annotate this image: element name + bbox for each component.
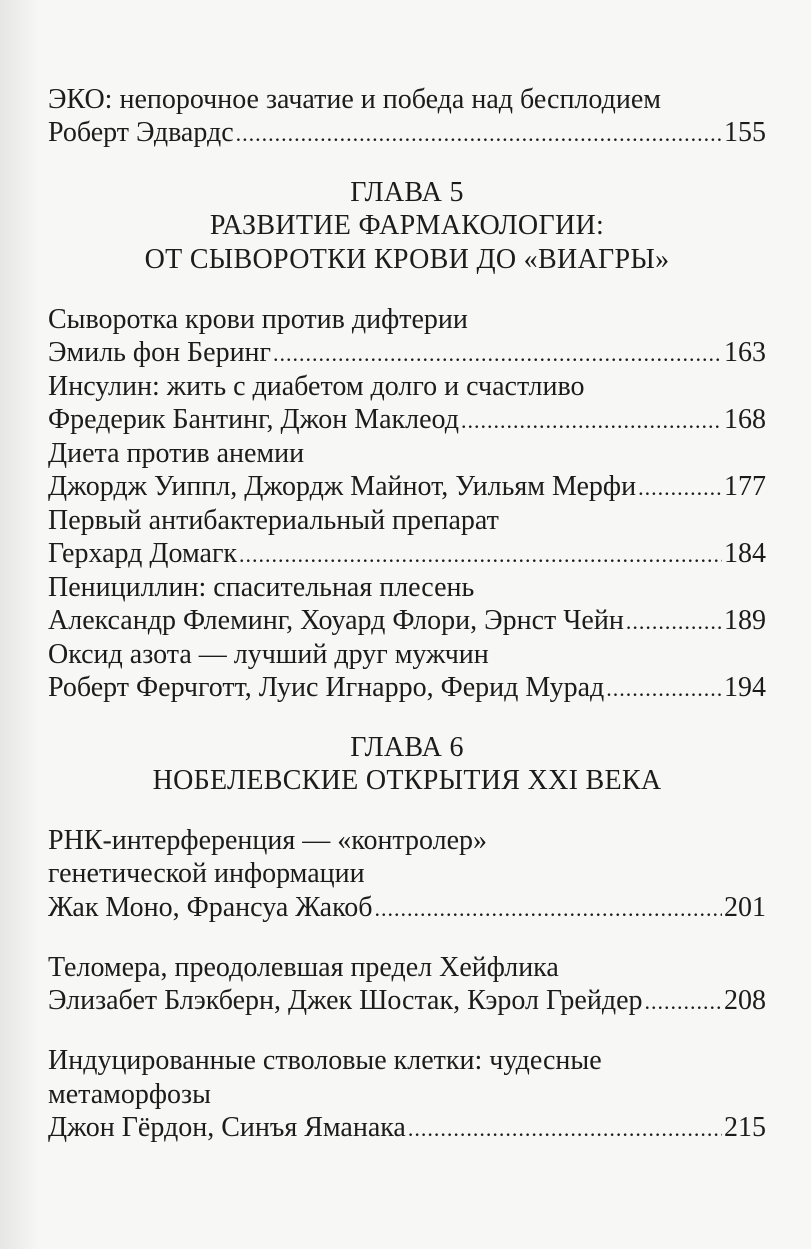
entry-author-line[interactable] bbox=[48, 891, 766, 925]
entry-authors: Роберт Эдвардс bbox=[48, 117, 234, 148]
entry-author-line[interactable] bbox=[48, 984, 766, 1018]
entry-title: ЭКО: непорочное зачатие и победа над бесплодием bbox=[48, 84, 661, 115]
entry-author-line[interactable] bbox=[48, 336, 766, 370]
page-number: 189 bbox=[724, 605, 766, 636]
entry-title: Диета против анемии bbox=[48, 438, 305, 469]
entry-author-line[interactable] bbox=[48, 537, 766, 571]
dot-leader bbox=[638, 471, 722, 504]
page-gutter-shadow bbox=[0, 0, 40, 1249]
page-number: 215 bbox=[724, 1112, 766, 1143]
entry-title: метаморфозы bbox=[48, 1079, 211, 1110]
chapter-title: НОБЕЛЕВСКИЕ ОТКРЫТИЯ XXI ВЕКА bbox=[152, 765, 662, 796]
table-of-contents bbox=[48, 0, 766, 1249]
dot-leader bbox=[273, 337, 722, 370]
dot-leader bbox=[461, 404, 722, 437]
entry-title: Оксид азота — лучший друг мужчин bbox=[48, 639, 489, 670]
page-number: 208 bbox=[724, 985, 766, 1016]
page-number: 184 bbox=[724, 538, 766, 569]
entry-author-line[interactable] bbox=[48, 671, 766, 705]
entry-title: Инсулин: жить с диабетом долго и счастливо bbox=[48, 371, 585, 402]
page-number: 177 bbox=[724, 471, 766, 502]
dot-leader bbox=[375, 892, 722, 925]
entry-title: Индуцированные стволовые клетки: чудесные bbox=[48, 1045, 602, 1076]
dot-leader bbox=[606, 672, 722, 705]
entry-authors: Джон Гёрдон, Синъя Яманака bbox=[48, 1112, 406, 1143]
page-number: 194 bbox=[724, 672, 766, 703]
entry-authors: Жак Моно, Франсуа Жакоб bbox=[48, 892, 373, 923]
entry-author-line[interactable] bbox=[48, 403, 766, 437]
entry-authors: Герхард Домагк bbox=[48, 538, 238, 569]
entry-authors: Эмиль фон Беринг bbox=[48, 337, 272, 368]
entry-authors: Александр Флеминг, Хоуард Флори, Эрнст Чейн bbox=[48, 605, 624, 636]
entry-title: Сыворотка крови против дифтерии bbox=[48, 304, 468, 335]
dot-leader bbox=[645, 985, 722, 1018]
page-number: 155 bbox=[724, 117, 766, 148]
chapter-title: РАЗВИТИЕ ФАРМАКОЛОГИИ: bbox=[209, 210, 605, 241]
dot-leader bbox=[239, 538, 722, 571]
entry-title: генетической информации bbox=[48, 858, 365, 889]
entry-authors: Фредерик Бантинг, Джон Маклеод bbox=[48, 404, 459, 435]
chapter-number: ГЛАВА 5 bbox=[350, 177, 464, 208]
entry-title: Теломера, преодолевшая предел Хейфлика bbox=[48, 952, 559, 983]
entry-authors: Роберт Ферчготт, Луис Игнарро, Ферид Мурад bbox=[48, 672, 605, 703]
chapter-number: ГЛАВА 6 bbox=[350, 732, 464, 763]
chapter-title: ОТ СЫВОРОТКИ КРОВИ ДО «ВИАГРЫ» bbox=[144, 244, 670, 275]
dot-leader bbox=[236, 117, 722, 150]
page-number: 163 bbox=[724, 337, 766, 368]
entry-author-line[interactable] bbox=[48, 470, 766, 504]
entry-authors: Элизабет Блэкберн, Джек Шостак, Кэрол Грейдер bbox=[48, 985, 643, 1016]
page-number: 201 bbox=[724, 892, 766, 923]
entry-title: РНК-интерференция — «контролер» bbox=[48, 825, 488, 856]
dot-leader bbox=[626, 605, 722, 638]
entry-author-line[interactable] bbox=[48, 1111, 766, 1145]
entry-author-line[interactable] bbox=[48, 604, 766, 638]
entry-authors: Джордж Уиппл, Джордж Майнот, Уильям Мерфи bbox=[48, 471, 637, 502]
entry-author-line[interactable] bbox=[48, 116, 766, 150]
page-number: 168 bbox=[724, 404, 766, 435]
entry-title: Первый антибактериальный препарат bbox=[48, 505, 499, 536]
entry-title: Пенициллин: спасительная плесень bbox=[48, 572, 475, 603]
dot-leader bbox=[408, 1112, 722, 1145]
